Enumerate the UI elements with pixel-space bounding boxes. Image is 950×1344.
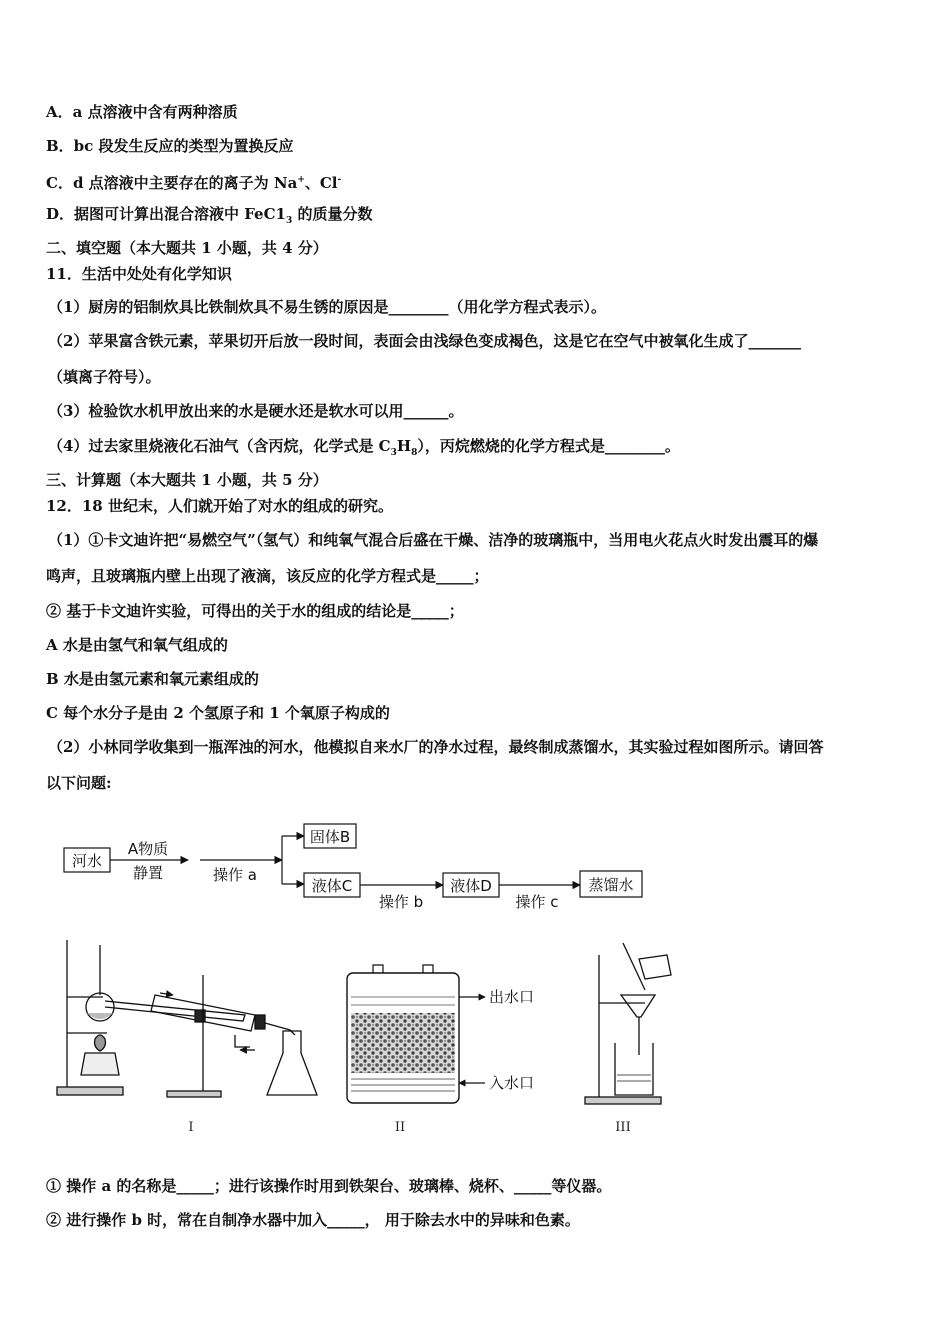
- q12-choice-c: C 每个水分子是由 2 个氢原子和 1 个氧原子构成的: [46, 704, 390, 722]
- q12-choice-b: B 水是由氢元素和氧元素组成的: [46, 670, 259, 688]
- op-b-label: 操作 b: [378, 893, 424, 911]
- liquid-c-label: 液体C: [311, 877, 353, 895]
- q11-part4-mid: H: [396, 437, 412, 455]
- q12-part2-line2: 以下问题:: [46, 774, 112, 792]
- apparatus-label-3: III: [615, 1120, 631, 1135]
- option-d-sub: 3: [285, 216, 293, 226]
- option-d-text: D．据图可计算出混合溶液中 FeC1: [46, 205, 286, 223]
- water-out-label: 出水口: [489, 988, 535, 1006]
- q12-title: 12．18 世纪末，人们就开始了对水的组成的研究。: [46, 497, 393, 515]
- q11-part4-sub1: 3: [390, 448, 397, 458]
- option-d: [46, 204, 372, 231]
- q11-part1: （1）厨房的铝制炊具比铁制炊具不易生锈的原因是________（用化学方程式表示）。: [48, 298, 606, 316]
- a-substance-label: A物质: [127, 840, 169, 858]
- filtration-apparatus: [585, 943, 671, 1104]
- option-b: B．bc 段发生反应的类型为置换反应: [46, 137, 294, 155]
- distilled-label: 蒸馏水: [588, 876, 634, 894]
- apparatus-label-2: II: [394, 1120, 406, 1135]
- q11-part2-cont: （填离子符号）。: [48, 368, 161, 386]
- apparatus-illustrations: [55, 935, 705, 1140]
- apparatus-label-1: I: [188, 1120, 194, 1135]
- q11-part4-post: ），丙烷燃烧的化学方程式是________。: [417, 437, 680, 455]
- distillation-apparatus: [57, 940, 317, 1097]
- q12-op-b-question: ② 进行操作 b 时，常在自制净水器中加入_____， 用于除去水中的异味和色素。: [46, 1211, 580, 1229]
- op-c-label: 操作 c: [515, 893, 559, 911]
- standing-label: 静置: [132, 864, 164, 882]
- section3-header: 三、计算题（本大题共 1 小题，共 5 分）: [46, 471, 328, 489]
- q11-part3: （3）检验饮水机甲放出来的水是硬水还是软水可以用______。: [48, 402, 464, 420]
- solid-b-label: 固体B: [309, 828, 351, 846]
- q11-part4: [48, 436, 680, 463]
- q12-choice-a: A 水是由氢气和氧气组成的: [46, 636, 228, 654]
- purification-flow-diagram: [60, 818, 660, 918]
- option-c-text: C．d 点溶液中主要存在的离子为 Na: [46, 174, 298, 192]
- q11-part2: （2）苹果富含铁元素，苹果切开后放一段时间，表面会由浅绿色变成褐色，这是它在空气中被氧化生成了_______: [48, 332, 801, 350]
- option-c: [46, 170, 341, 193]
- q12-part1-line3: ② 基于卡文迪许实验，可得出的关于水的组成的结论是_____；: [46, 602, 464, 620]
- q11-part4-sub2: 8: [411, 448, 418, 458]
- water-purifier: [347, 965, 485, 1103]
- option-c-sup1: +: [297, 175, 305, 185]
- water-in-label: 入水口: [489, 1074, 535, 1092]
- section2-header: 二、填空题（本大题共 1 小题，共 4 分）: [46, 239, 328, 257]
- liquid-d-label: 液体D: [450, 877, 492, 895]
- option-c-sup2: -: [337, 175, 342, 185]
- option-a: A．a 点溶液中含有两种溶质: [46, 103, 238, 121]
- q11-title: 11．生活中处处有化学知识: [46, 265, 232, 283]
- option-d-post: 的质量分数: [292, 205, 373, 223]
- option-c-mid: 、Cl: [304, 174, 338, 192]
- q12-part1-line2: 鸣声，且玻璃瓶内壁上出现了液滴，该反应的化学方程式是_____；: [46, 567, 489, 585]
- river-label: 河水: [71, 852, 103, 870]
- q12-part2-line1: （2）小林同学收集到一瓶浑浊的河水，他模拟自来水厂的净水过程，最终制成蒸馏水，其实验过程如图所示。请回答: [48, 738, 824, 756]
- q12-op-a-question: ① 操作 a 的名称是_____；进行该操作时用到铁架台、玻璃棒、烧杯、_____等仪器。: [46, 1177, 612, 1195]
- q11-part4-text: （4）过去家里烧液化石油气（含丙烷，化学式是 C: [48, 437, 391, 455]
- op-a-label: 操作 a: [213, 866, 257, 884]
- q12-part1-line1: （1）①卡文迪许把“易燃空气”（氢气）和纯氧气混合后盛在干燥、洁净的玻璃瓶中，当用电火花点火时发出震耳的爆: [48, 531, 819, 549]
